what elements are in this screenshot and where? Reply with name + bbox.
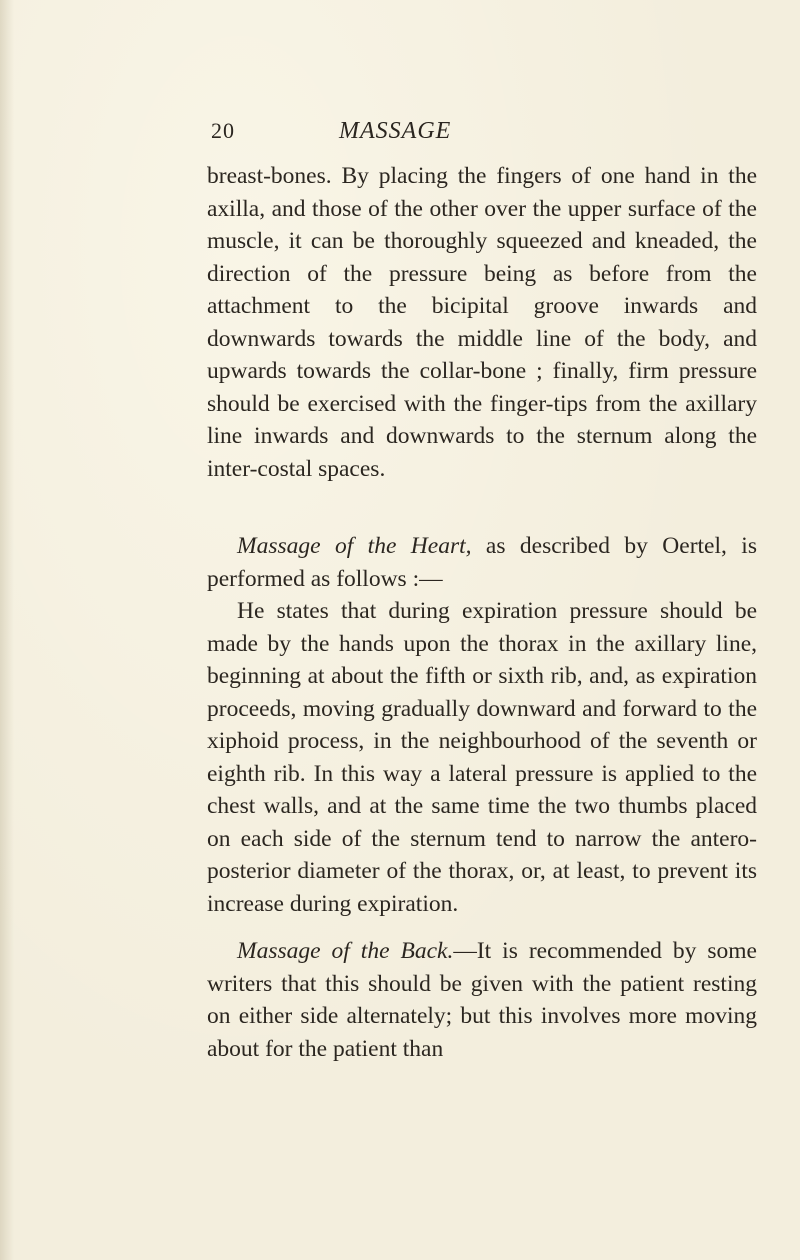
page-number: 20: [211, 118, 235, 143]
body-text-block-2: [207, 530, 757, 920]
section-heading-heart: Massage of the Heart,: [237, 533, 472, 559]
paragraph-back-text: —It is recommended by some writers that this should be given with the patient resting on either side alternately; but this involves more moving about for the patient than: [207, 938, 757, 1062]
section-heading-back: Massage of the Back.: [237, 938, 454, 964]
paragraph-massage-of-back: [207, 935, 757, 1065]
paragraph-oertel-method: He states that during expiration pressure should be made by the hands upon the thorax in the axillary line, beginning at about the fifth or sixth rib, and, as expiration proceeds, moving gradually downward and forward to the xiphoid process, in the neighbourhood of the seventh or eighth rib. In this way a lateral pressure is applied to the chest walls, and at the same time the two thumbs placed on each side of the sternum tend to narrow the antero-posterior diameter of the thorax, or, at least, to prevent its increase during expiration.: [207, 598, 757, 917]
running-title: MASSAGE: [339, 118, 452, 144]
paragraph-heart-intro: as described by Oertel, is performed as follows :—: [207, 533, 757, 592]
body-text-block-3: [207, 935, 757, 1065]
paragraph-pectoral-massage: breast-bones. By placing the fingers of one hand in the axilla, and those of the other over the upper surface of the muscle, it can be thoroughly squeezed and kneaded, the direction of the pressure being as before from the attachment to the bicipital groove inwards and downwards towards the middle line of the body, and upwards towards the collar-bone ; finally, firm pressure should be exercised with the finger-tips from the axillary line inwards and downwards to the sternum along the inter-costal spaces.: [207, 163, 757, 482]
body-text-block-1: [207, 160, 757, 485]
page-edge-shadow: [0, 0, 14, 1260]
page-header: [0, 118, 800, 148]
paragraph-massage-of-heart: [207, 530, 757, 595]
